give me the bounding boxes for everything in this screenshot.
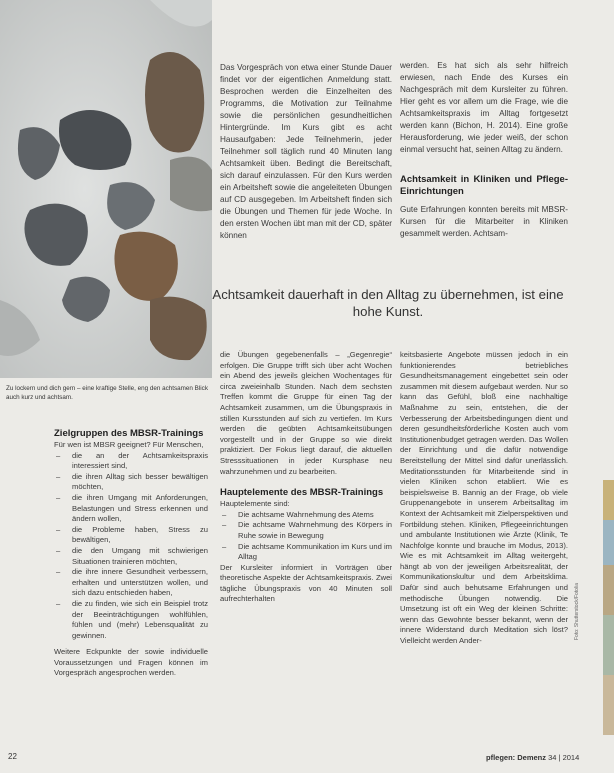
column-middle-bottom	[220, 350, 392, 605]
body-text: Weitere Eckpunkte der sowie individuelle Voraussetzungen und Fragen können im Vorgespräch angesprochen werden.	[54, 647, 208, 678]
edge-strip	[603, 520, 614, 565]
section-heading-target: Zielgruppen des MBSR-Trainings	[54, 428, 204, 439]
edge-strip	[603, 675, 614, 735]
body-text: Hauptelemente sind:	[220, 499, 290, 509]
list-item: – die ihre innere Gesundheit verbessern, erhalten und unterstützen wollen, und sich dazu entschieden haben,	[54, 567, 208, 599]
column-middle-top	[220, 62, 392, 242]
column-left-bottom	[54, 428, 208, 679]
list-item: – die den Umgang mit schwierigen Situationen trainieren möchten,	[54, 546, 208, 567]
elements-list	[220, 510, 392, 563]
photo-caption: Zu lockern und dich gern – eine kraftige Stelle, eng den achtsamen Blick auch kurz und achtsam.	[6, 385, 208, 401]
list-item: – Die achtsame Kommunikation im Kurs und im Alltag	[220, 542, 392, 563]
body-text: keitsbasierte Angebote müssen jedoch in ein funktionierendes betriebliches Gesundheitsmanagement eingebettet sein oder zusammen mit diesem aufgebaut werden. Nur so kann das Gefühl, bloß eine nachhaltige Maßnahme zu sein, entstehen, die der Verbesserung der Arbeitsbedingungen dient und deren gesundheitsförderliche Kosten auch vom Institutionenbudget getragen werden. Das Wollen der Einrichtung und die dafür notwendige Bereitstellung der Mittel sind dafür unerlässlich. Meditationsstunden für Mitarbeitende sind in vielen Kliniken schon etabliert. Wie es beispielsweise B. Bannig an der Frage, ob viele Gruppenangebote in unserem Arbeitsalltag im Kontext der Achtsamkeit mit Zielperspektiven und Fortbildung stehen. Kliniken, Pflegeeinrichtungen und ambulante Institutionen wie Ärzte (Klinik, Te Nachfolge konnte und brauche im Modus, 2013). Wie es mit Achtsamkeit im Alltag weitergeht, hängt ab von der jeweiligen Arbeitsrealität, der Kommunikationskultur und dem Arbeitsklima. Dafür sind auch behutsame Erfahrungen und methodische Übungen notwendig. Die Umsetzung ist oft ein Weg der kleinen Schritte: wenn das Gewohnte besser bekannt, wenn der innere Widerstand durch Meditation sich löst? Vielleicht werden Ander-	[400, 350, 568, 646]
journal-name: pflegen: Demenz	[486, 753, 547, 762]
body-text: werden. Es hat sich als sehr hilfreich erwiesen, nach Ende des Kurses ein Nachgespräch mit dem Kursleiter zu führen. Hier geht es vor allem um die Frage, wie die Achtsamkeitspraxis im Alltag fortgesetzt werden kann (Bichon, H. 2014). Eine große Herausforderung, wie jeder weiß, der schon einmal versucht hat, seinen Alltag zu ändern.	[400, 61, 568, 154]
pull-quote: Achtsamkeit dauerhaft in den Alltag zu übernehmen, ist eine hohe Kunst.	[212, 287, 564, 319]
section-heading-elements: Hauptelemente des MBSR-Trainings	[220, 487, 384, 499]
journal-issue: 34 | 2014	[548, 753, 580, 762]
list-item: – Die achtsame Wahrnehmung des Körpers in Ruhe sowie in Bewegung	[220, 520, 392, 541]
list-item: – die an der Achtsamkeitspraxis interessiert sind,	[54, 451, 208, 472]
page-number: 22	[8, 752, 17, 761]
body-text: die Übungen gegebenenfalls – „Gegenregie“ erfolgen. Die Gruppe trifft sich über acht Wochen ein Abend des jeweils gleichen Wochentages für circa zweieinhalb Stunden. Nach dem sechsten Treffen kommt die Gruppe für einen Tag der Achtsamkeit zusammen, um die Übungspraxis in stillen Kursstunden auf sich zu vertiefen. Im Kurs werden die geübten Achtsamkeitsübungen vorgestellt und in der Gruppe so wie direkt praktiziert. Der Fokus liegt darauf, die aktuellen Stresssituationen in jeder Kursphase neu wahrzunehmen und zu bearbeiten.	[220, 350, 392, 476]
body-text: Gute Erfahrungen konnten bereits mit MBSR-Kursen für die Mitarbeiter in Kliniken gesammelt werden. Achtsam-	[400, 205, 568, 238]
edge-strip	[603, 480, 614, 520]
body-text: Das Vorgespräch von etwa einer Stunde Dauer findet vor der eigentlichen Anmeldung statt. Besprochen werden die Einzelheiten des Programms, die Motivation zur Teilnahme sowie die persönlichen gesundheitlichen Hintergründe. Im Kurs gibt es acht Hausaufgaben: Jede Teilnehmerin, jeder Teilnehmer soll täglich rund 40 Minuten lang Achtsamkeit üben. Bedingt die Bereitschaft, sich darauf einzulassen. Für den Kurs werden ein Arbeitsheft sowie die angeleiteten Übungen auf CD ausgegeben. Im Arbeitsheft finden sich die Übungen und Themen für jede Woche. In den ersten Wochen übt man mit der CD, später können	[220, 63, 392, 240]
list-item: – die Probleme haben, Stress zu bewältigen,	[54, 525, 208, 546]
body-text: Für wen ist MBSR geeignet? Für Menschen,	[54, 440, 204, 449]
column-right-top	[400, 60, 568, 240]
list-item: – die ihren Umgang mit Anforderungen, Belastungen und Stress erkennen und ändern wollen,	[54, 493, 208, 525]
stones-photo	[0, 0, 212, 378]
section-heading-clinics: Achtsamkeit in Kliniken und Pflege-Einrichtungen	[400, 174, 568, 197]
edge-strip	[603, 565, 614, 615]
edge-strip	[603, 615, 614, 675]
list-item: – die zu finden, wie sich ein Beispiel trotz der Beeinträchtigungen wohlfühlen, fühlen und (mehr) Lebensqualität zu gewinnen.	[54, 599, 208, 641]
photo-credit: Foto: Shutterstock/Fotolia	[574, 583, 580, 640]
list-item: – Die achtsame Wahrnehmung des Atems	[220, 510, 392, 521]
column-right-bottom	[400, 350, 568, 647]
stones-illustration	[0, 0, 212, 378]
journal-footer	[486, 753, 579, 762]
target-list	[54, 451, 208, 642]
list-item: – die ihren Alltag sich besser bewältigen möchten,	[54, 472, 208, 493]
body-text: Der Kursleiter informiert in Vorträgen über theoretische Aspekte der Achtsamkeitspraxis. Zwei tägliche Übungspraxis von 40 Minuten soll aufrechterhalten	[220, 562, 392, 604]
